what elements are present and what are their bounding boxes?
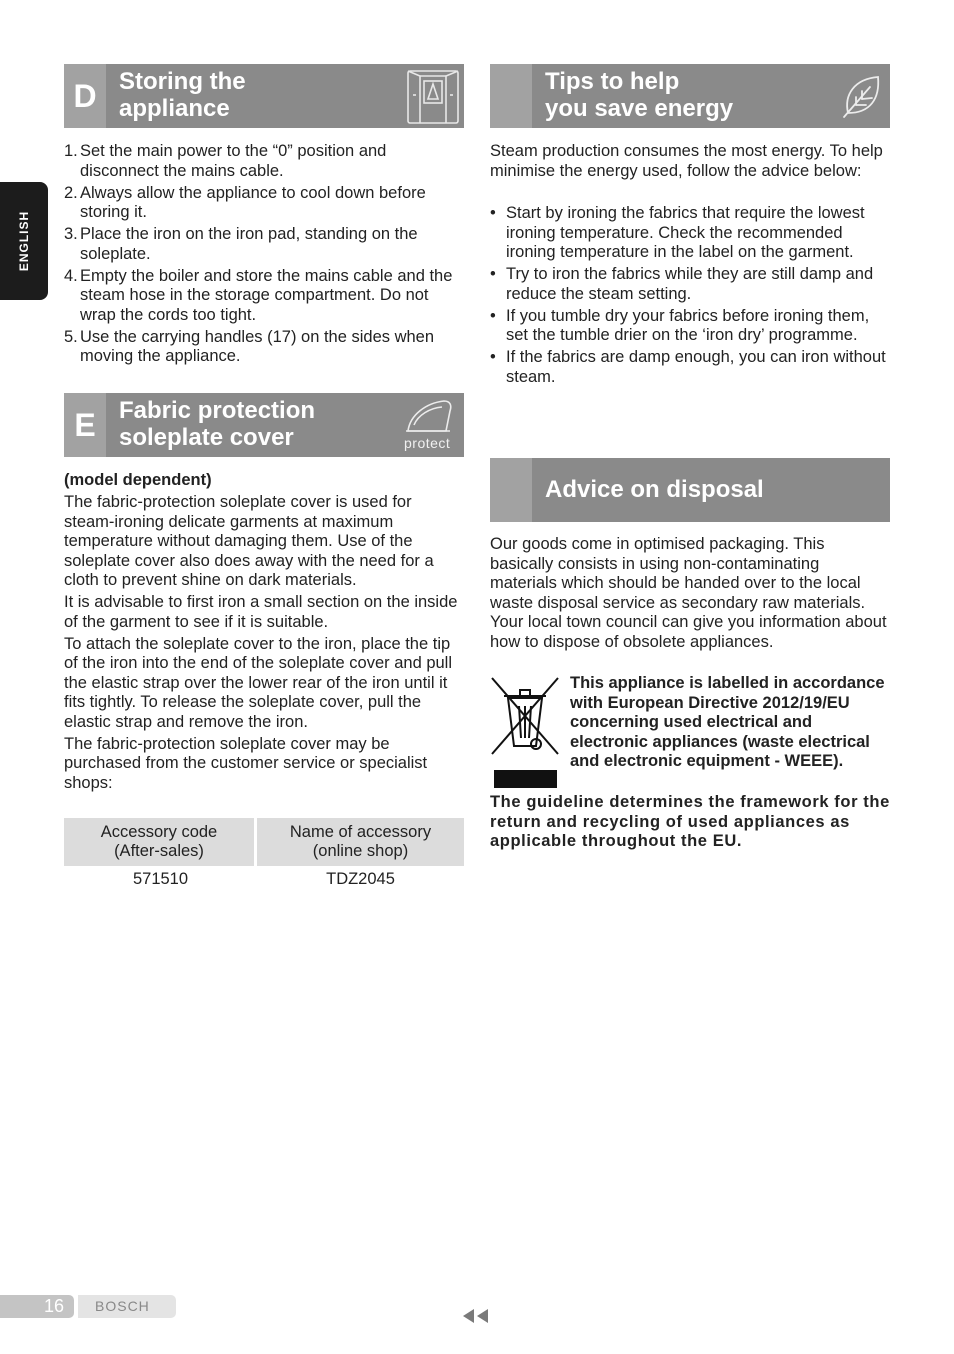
iron-protect-icon [400,395,462,439]
soleplate-cover-text [64,471,466,796]
table-cell: TDZ2045 [326,870,395,888]
list-item: 5. Use the carrying handles (17) on the sides when moving the appliance. [64,327,435,365]
section-d-letter: D [64,64,106,128]
storing-steps-list [64,142,464,369]
section-e-title: Fabric protection soleplate cover [119,397,316,451]
list-item: • If the fabrics are damp enough, you can iron without steam. [490,348,890,387]
wardrobe-icon [404,67,462,125]
accessory-table [64,818,464,889]
list-item: • If you tumble dry your fabrics before ironing them, set the tumble drier on the ‘iron dry’ programme. [490,307,890,346]
model-note: (model dependent) [64,471,212,489]
section-e-header [64,393,464,457]
tips-header-stripe [490,64,532,128]
disposal-header-stripe [490,458,532,522]
rewind-arrows-icon [462,1308,490,1324]
protect-icon-label: protect [404,435,451,451]
leaf-icon [840,73,884,119]
crossed-bin-icon [490,676,560,790]
tips-intro: Steam production consumes the most energy. To help minimise the energy used, follow the advice below: [490,142,883,180]
tips-title: Tips to help you save energy [545,68,734,122]
tips-bullet-list [490,204,890,390]
section-d-header [64,64,464,128]
weee-guideline-text: The guideline determines the framework for the return and recycling of used appliances as applicable throughout the EU. [490,793,890,850]
brand-label: BOSCH [78,1295,176,1318]
weee-label-text: This appliance is labelled in accordance with European Directive 2012/19/EU concerning used electrical and electronic appliances (waste electrical and electronic equipment - WEEE). [570,674,885,770]
paragraph: The fabric-protection soleplate cover may be purchased from the customer service or specialist shops: [64,734,428,792]
list-item: 2. Always allow the appliance to cool down before storing it. [64,183,426,221]
disposal-text: Our goods come in optimised packaging. This basically consists in using non-contaminating materials which should be handed over to the local waste disposal service as secondary raw materials. Your local town council can give you information about how to dispose of obsolete appliances. [490,535,887,651]
table-header-accessory-name: Name of accessory (online shop) [257,818,464,866]
language-tab [0,182,48,300]
section-d-title: Storing the appliance [119,68,246,122]
table-header-accessory-code: Accessory code (After-sales) [64,818,257,866]
list-item: 3. Place the iron on the iron pad, standing on the soleplate. [64,225,418,263]
list-item: • Try to iron the fabrics while they are still damp and reduce the steam setting. [490,265,890,304]
section-e-letter: E [64,393,106,457]
page-number: 16 [0,1295,74,1318]
list-item: • Start by ironing the fabrics that require the lowest ironing temperature. Check the recommended ironing temperature in the label on the garment. [490,204,890,263]
tips-header [490,64,890,128]
paragraph: It is advisable to first iron a small section on the inside of the garment to see if it is suitable. [64,593,458,631]
table-row [64,866,464,889]
disposal-header [490,458,890,522]
disposal-title: Advice on disposal [545,476,764,503]
table-cell: 571510 [132,870,189,888]
paragraph: The fabric-protection soleplate cover is used for steam-ironing delicate garments at maximum temperature without damaging them. Use of the soleplate cover also does away with the need for a cloth to prevent shine on dark materials. [64,493,434,589]
table-header-row [64,818,464,866]
paragraph: To attach the soleplate cover to the iron, place the tip of the iron into the end of the soleplate cover and pull the elastic strap over the lower rear of the iron until it fits tightly. To release the soleplate cover, pull the elastic strap and remove the iron. [64,634,453,731]
language-tab-label: ENGLISH [17,210,31,272]
list-item: 1. Set the main power to the “0” position and disconnect the mains cable. [64,142,387,180]
list-item: 4. Empty the boiler and store the mains cable and the steam hose in the storage compartment. Do not wrap the cords too tight. [64,266,453,324]
